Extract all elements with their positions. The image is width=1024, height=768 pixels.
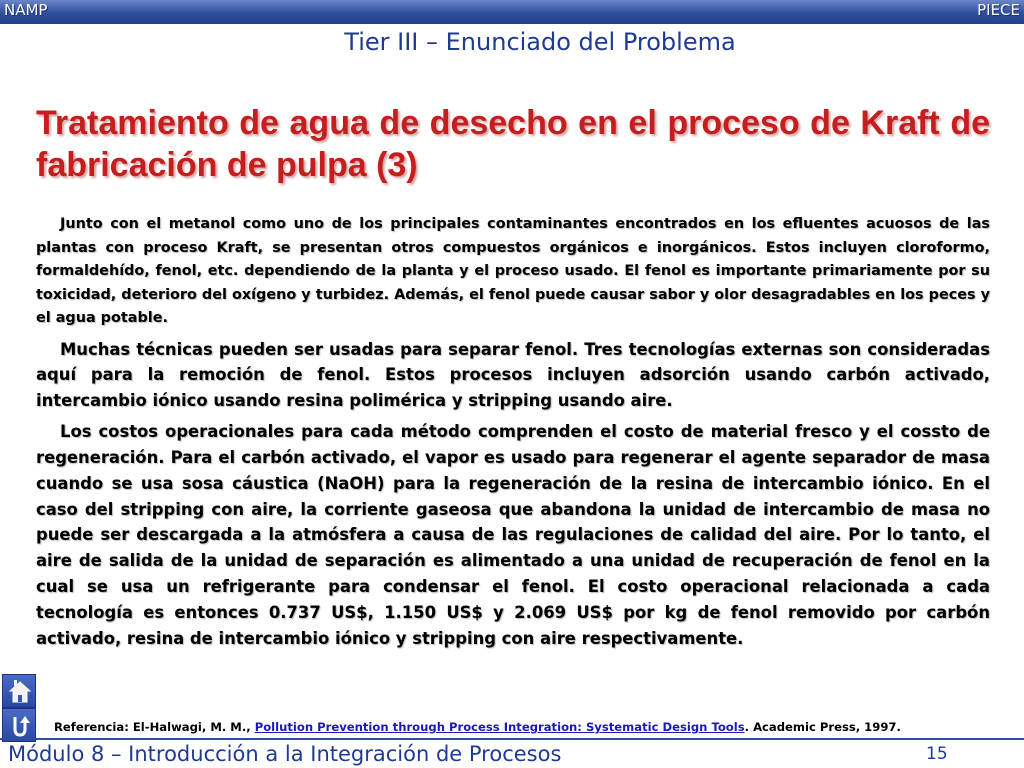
footer-divider [0, 738, 1024, 740]
return-icon [7, 713, 33, 739]
reference-suffix: . Academic Press, 1997. [744, 720, 901, 734]
body-paragraph-2: Muchas técnicas pueden ser usadas para separar fenol. Tres tecnologías externas son consideradas aquí para la remoción de fenol. Estos procesos incluyen adsorción usando carbón activado, intercambio iónico usando resina polimérica y stripping usando aire. [36, 339, 990, 410]
body-paragraph-3: Los costos operacionales para cada método comprenden el costo de material fresco y el cossto de regeneración. Para el carbón activado, el vapor es usado para regenerar el agente separador de masa cuando se usa sosa cáustica (NaOH) para la regeneración de la resina de intercambio iónico. En el caso del stripping con aire, la corriente gaseosa que abandona la unidad de intercambio de masa no puede ser descargada a la atmósfera a causa de las regulaciones de calidad del aire. Por lo tanto, el aire de salida de la unidad de separación es alimentado a una unidad de recuperación de fenol en la cual se usa un refrigerante para condensar el fenol. El costo operacional relacionada a cada tecnología es entonces 0.737 US$, 1.150 US$ y 2.069 US$ por kg de fenol removido por carbón activado, resina de intercambio iónico y stripping con aire respectivamente. [36, 421, 990, 649]
home-icon [7, 679, 33, 705]
header-left-label: NAMP [4, 1, 48, 19]
footer-module: Módulo 8 – Introducción a la Integración de Procesos [8, 742, 562, 766]
home-button[interactable] [2, 674, 36, 708]
slide-subtitle: Tier III – Enunciado del Problema [344, 28, 736, 56]
reference-link[interactable]: Pollution Prevention through Process Integration: Systematic Design Tools [254, 720, 745, 734]
reference-prefix: Referencia: El-Halwagi, M. M., [54, 720, 255, 734]
reference-line [54, 720, 1014, 734]
return-button[interactable] [2, 708, 36, 742]
header-bar [0, 0, 1024, 24]
slide-body [36, 213, 990, 652]
body-paragraph-1: Junto con el metanol como uno de los principales contaminantes encontrados en los efluentes acuosos de las plantas con proceso Kraft, se presentan otros compuestos orgánicos e inorgánicos. Estos incluyen cloroformo, formaldehído, fenol, etc. dependiendo de la planta y el proceso usado. El fenol es importante primariamente por su toxicidad, deterioro del oxígeno y turbidez. Además, el fenol puede causar sabor y olor desagradables en los peces y el agua potable. [36, 216, 990, 327]
slide-title: Tratamiento de agua de desecho en el proceso de Kraft de fabricación de pulpa (3) [36, 104, 990, 184]
header-right-label: PIECE [977, 1, 1020, 19]
page-number: 15 [926, 744, 948, 764]
